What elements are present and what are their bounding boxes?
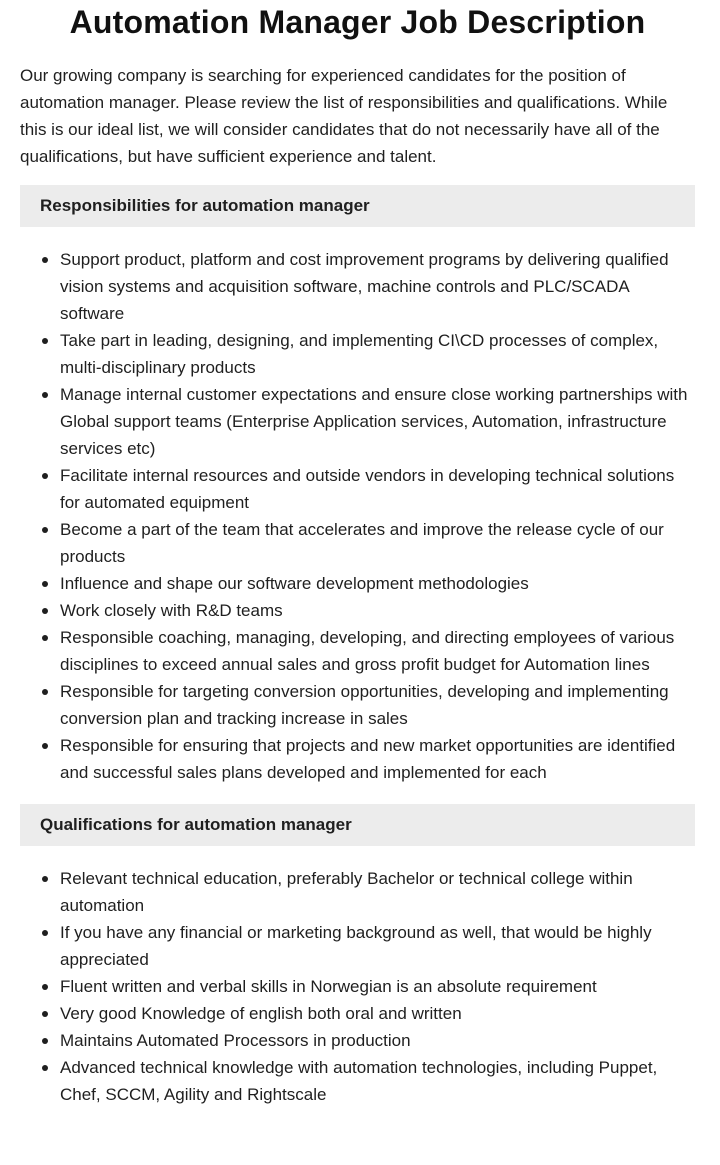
list-item [60,1054,695,1108]
list-item-text: Responsible for targeting conversion opportunities, developing and implementing conversion plan and tracking increase in sales [60,682,669,728]
intro-paragraph: Our growing company is searching for experienced candidates for the position of automation manager. Please review the list of responsibilities and qualifications. While this is our ideal list, we will consider candidates that do not necessarily have all of the qualifications, but have sufficient experience and talent. [20,66,668,166]
list-item-text: Influence and shape our software development methodologies [60,574,529,593]
bullet-icon [42,257,48,263]
list-item-text: Take part in leading, designing, and implementing CI\CD processes of complex, multi-disciplinary products [60,331,659,377]
list-item [60,381,695,462]
list-item-text: Support product, platform and cost improvement programs by delivering qualified vision systems and acquisition software, machine controls and PLC/SCADA software [60,250,669,323]
bullet-icon [42,689,48,695]
list-item [60,597,695,624]
list-item [60,246,695,327]
bullet-icon [42,743,48,749]
list-item [60,919,695,973]
list-item-text: Responsible for ensuring that projects and new market opportunities are identified and successful sales plans developed and implemented for each [60,736,676,782]
bullet-icon [42,338,48,344]
list-item-text: If you have any financial or marketing background as well, that would be highly appreciated [60,923,652,969]
list-item [60,1000,695,1027]
list-item [60,678,695,732]
list-item [60,1027,695,1054]
responsibilities-heading: Responsibilities for automation manager [20,185,695,227]
list-item-text: Manage internal customer expectations and ensure close working partnerships with Global support teams (Enterprise Application services, Automation, infrastructure services etc) [60,385,688,458]
list-item [60,462,695,516]
list-item-text: Fluent written and verbal skills in Norwegian is an absolute requirement [60,977,597,996]
list-item-text: Facilitate internal resources and outside vendors in developing technical solutions for automated equipment [60,466,675,512]
list-item [60,732,695,786]
list-item [60,516,695,570]
list-item-text: Work closely with R&D teams [60,601,283,620]
list-item-text: Relevant technical education, preferably Bachelor or technical college within automation [60,869,633,915]
bullet-icon [42,581,48,587]
bullet-icon [42,984,48,990]
list-item [60,973,695,1000]
bullet-icon [42,392,48,398]
bullet-icon [42,876,48,882]
list-item-text: Responsible coaching, managing, developing, and directing employees of various disciplines to exceed annual sales and gross profit budget for Automation lines [60,628,675,674]
bullet-icon [42,608,48,614]
qualifications-list [20,865,695,1108]
list-item [60,570,695,597]
page-title: Automation Manager Job Description [69,4,646,40]
list-item-text: Advanced technical knowledge with automation technologies, including Puppet, Chef, SCCM, Agility and Rightscale [60,1058,658,1104]
qualifications-heading: Qualifications for automation manager [20,804,695,846]
responsibilities-list [20,246,695,786]
bullet-icon [42,635,48,641]
bullet-icon [42,473,48,479]
bullet-icon [42,1011,48,1017]
list-item-text: Maintains Automated Processors in production [60,1031,411,1050]
bullet-icon [42,1065,48,1071]
list-item [60,865,695,919]
list-item [60,624,695,678]
list-item-text: Very good Knowledge of english both oral and written [60,1004,462,1023]
bullet-icon [42,1038,48,1044]
list-item [60,327,695,381]
list-item-text: Become a part of the team that accelerates and improve the release cycle of our products [60,520,664,566]
bullet-icon [42,527,48,533]
bullet-icon [42,930,48,936]
